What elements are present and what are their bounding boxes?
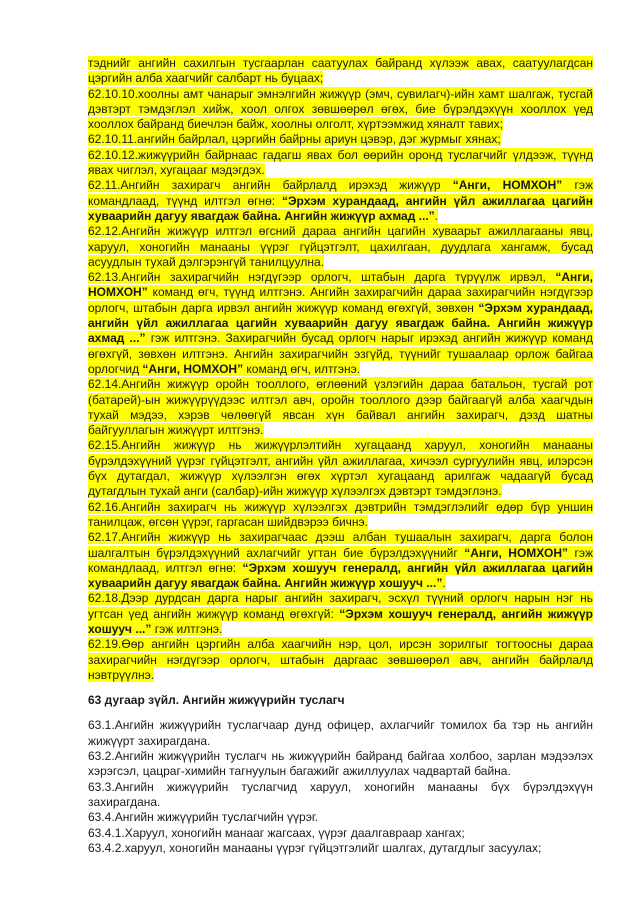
text-run: гэж командлаад, түүнд илтгэл өгнө:: [88, 178, 593, 208]
bold-text: “Анги, НОМХОН”: [142, 361, 244, 376]
highlighted-block: [88, 56, 593, 683]
paragraph-highlighted: [88, 87, 593, 133]
text-run: тэднийг ангийн сахилгын тусгаарлан саатуулах байранд хүлээж авах, саатуулагдсан цэргийн алба хаагчийг салбарт нь буцаах;: [88, 56, 593, 86]
text-run: команд өгч, түүнд илтгэнэ. Ангийн захирагчийн дараа захирагчийн нэгдүгээр орлогч, штабын дарга ирвэл ангийн жижүүр команд өгөхгүй, зөвхөн: [88, 285, 593, 315]
paragraph-highlighted: [88, 270, 593, 377]
paragraph: 63.4.2.харуул, хоногийн манааны үүрэг гүйцэтгэлийг шалгах, дутагдлыг засуулах;: [88, 840, 542, 855]
text-run: 62.17.Ангийн жижүүр нь захирагчаас дээш албан тушаалын захирагч, дарга болон шалгалтын бүрэлдэхүүний ахлагчийг угтан бие бүрэлдэхүүнийг: [88, 530, 593, 560]
text-run: 62.10.11.ангийн байрлал, цэргийн байрны ариун цэвэр, дэг журмыг хянах;: [88, 132, 501, 147]
text-run: 62.13.Ангийн захирагчийн нэгдүгээр орлогч, штабын дарга түрүүлж ирвэл,: [88, 270, 556, 285]
text-run: 62.10.12.жижүүрийн байрнаас гадагш явах бол өөрийн оронд туслагчийг үлдээж, түүнд явах чиглэл, хугацааг мэдэгдэх.: [88, 147, 593, 178]
paragraph-highlighted: [88, 56, 593, 87]
paragraph-highlighted: [88, 637, 593, 683]
section-heading: 63 дугаар зүйл. Ангийн жижүүрийн туслагч: [88, 693, 345, 708]
paragraph-highlighted: [88, 148, 593, 179]
paragraph-highlighted: [88, 438, 593, 499]
document-page: [88, 56, 593, 856]
paragraph: 63.3.Ангийн жижүүрийн туслагчид харуул, хоногийн манааны бүх бүрэлдэхүүн захирагдана.: [88, 779, 593, 809]
paragraph-highlighted: [88, 591, 593, 637]
text-run: команд өгч, илтгэнэ.: [243, 361, 361, 376]
text-run: .: [442, 576, 446, 591]
paragraph: 63.4.Ангийн жижүүрийн туслагчийн үүрэг.: [88, 810, 319, 825]
bold-text: “Эрхэм хурандаад, ангийн үйл ажиллагаа цагийн хуваарийн дагуу явагдаж байна. Ангийн жижүүр ахмад ...”: [88, 193, 593, 223]
text-run: 62.18.Дээр дурдсан дарга нарыг ангийн захирагч, эсхүл түүний орлогч нарын нэг нь угтсан үед ангийн жижүүр команд өгөхгүй:: [88, 591, 593, 621]
text-run: 62.10.10.хоолны амт чанарыг эмнэлгийн жижүүр (эмч, сувилагч)-ийн хамт шалгаж, тусгай дэвтэрт тэмдэглэл хийж, хоол олгох зөвшөөрөл өгөх, бие бүрэлдэхүүн хооллох үед хооллох байранд биечлэн байж, хоолны олголт, хүртээмжид хяналт тавих;: [88, 86, 593, 132]
text-run: 62.16.Ангийн захирагч нь жижүүр хүлээлгэх дэвтрийн тэмдэглэлийг өдөр бүр уншин танилцаж, өгсөн үүрэг, гаргасан шийдвэрээ бичнэ.: [88, 499, 593, 529]
paragraph-highlighted: [88, 530, 593, 591]
text-run: 62.14.Ангийн жижүүр оройн тооллого, өглөөний үзлэгийн дараа батальон, тусгай рот (батарей)-ын жижүүрүүдээс илтгэл авч, оройн тооллого дээр байгаагүй алба хаагчдын тухай мэдээ, хэрэв чөлөөгүй явсан хүн байвал ангийн захирагч, дэзд шатны байгууллагын жижүүрт илтгэнэ.: [88, 377, 593, 438]
bold-text: “Эрхэм хошууч генералд, ангийн үйл ажиллагаа цагийн хуваарийн дагуу явагдаж байна. Ангийн жижүүр хошууч ...”: [88, 560, 593, 591]
paragraph-highlighted: [88, 500, 593, 531]
paragraph-highlighted: [88, 132, 593, 147]
text-run: 62.15.Ангийн жижүүр нь жижүүрлэлтийн хугацаанд харуул, хоногийн манааны бүрэлдэхүүний үүрэг гүйцэтгэлт, ангийн үйл ажиллагаа, хичээл сургуулийн явц, илэрсэн бүх дутагдал, жижүүр хүлээлгэн өгөх хүртэл хугацаанд арилгаж чадаагүй бусад дутагдлын тухай анги (салбар)-ийн жижүүр хүлээлгэх дэвтэрт тэмдэглэнэ.: [88, 438, 593, 499]
paragraph-highlighted: [88, 178, 593, 224]
bold-text: “Анги, НОМХОН”: [452, 178, 563, 193]
text-run: .: [434, 208, 439, 223]
bold-text: “Анги, НОМХОН”: [88, 270, 593, 300]
paragraph: 63.1.Ангийн жижүүрийн туслагчаар дунд офицер, ахлагчийг томилох ба тэр нь ангийн жижүүрт захирагдана.: [88, 718, 593, 748]
bold-text: “Эрхэм хошууч генералд, ангийн жижүүр хошууч ...”: [88, 606, 593, 636]
paragraph-highlighted: [88, 224, 593, 270]
text-run: 62.12.Ангийн жижүүр илтгэл өгсний дараа ангийн цагийн хуваарьт ажиллагааны явц, харуул, хоногийн манааны үүрэг гүйцэтгэлт, цахилгаан, дуудлага хангамж, бусад асуудлын тухай дэлгэрэнгүй танилцуулна.: [88, 224, 593, 269]
text-run: 62.11.Ангийн захирагч ангийн байрлалд ирэхэд жижүүр: [88, 178, 453, 193]
bold-text: “Эрхэм хурандаад, ангийн үйл ажиллагаа цагийн хуваарийн дагуу явагдаж байна. Ангийн жижүүр ахмад ...”: [88, 300, 593, 346]
bold-text: “Анги, НОМХОН”: [464, 545, 568, 560]
paragraph: 63.2.Ангийн жижүүрийн туслагч нь жижүүрийн байранд байгаа холбоо, зарлан мэдээлэх хэрэгсэл, цацраг-химийн тагнуулын багажийг ажиллуулах чадвартай байна.: [88, 749, 593, 779]
normal-block: [88, 718, 593, 856]
paragraph-highlighted: [88, 377, 593, 438]
text-run: гэж илтгэнэ.: [151, 621, 223, 636]
paragraph: 63.4.1.Харуул, хоногийн манааг жагсаах, үүрэг даалгавраар хангах;: [88, 825, 465, 840]
text-run: 62.19.Өөр ангийн цэргийн алба хаагчийн нэр, цол, ирсэн зорилгыг тогтоосны дараа захирагчийн нэгдүгээр орлогч, штабын даргаас зөвшөөрөл авч, ангийн байрлалд нэвтрүүлнэ.: [88, 637, 593, 682]
text-run: гэж командлаад, илтгэл өгнө:: [88, 545, 593, 575]
text-run: гэж илтгэнэ. Захирагчийн бусад орлогч нарыг ирэхэд ангийн жижүүр команд өгөхгүй, зөвхөн илтгэнэ. Ангийн захирагчийн эзгүйд, түүнийг тушаалаар орлож байгаа орлогчид: [88, 331, 593, 376]
